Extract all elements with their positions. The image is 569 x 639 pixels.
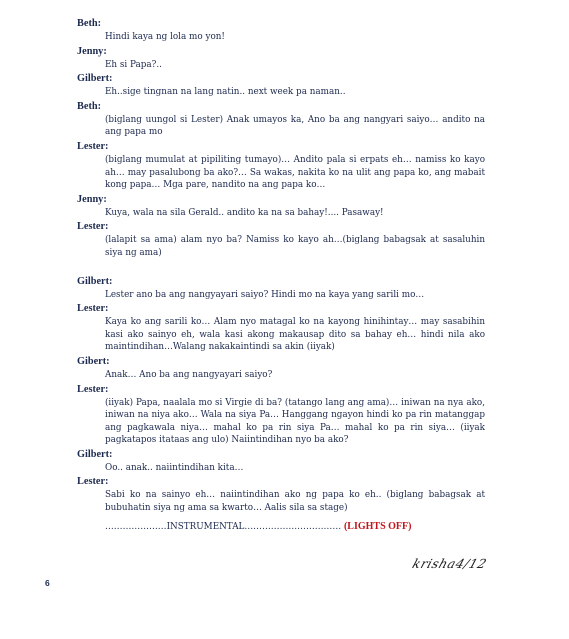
dialogue-line: Eh si Papa?.. [105,59,162,70]
page-number: 6 [45,578,50,588]
dialogue-entry [77,193,485,220]
dialogue-line: (iiyak) Papa, naalala mo si Virgie di ba? (tatango lang ang ama)… iniwan na nya ako, iniwan na niya ako… Wala na siya Pa… Hanggang ngayon hindi ko pa rin matanggap ang pagkawala niya… mahal ko pa rin siya Pa… mahal ko pa rin siya… (iiyak pagkatapos itataas ang ulo) Naiintindihan nyo ba ako? [105,397,485,446]
dialogue-line: (lalapit sa ama) alam nyo ba? Namiss ko kayo ah…(biglang babagsak at sasaluhin siya ng ama) [105,235,485,258]
dialogue-entry [77,448,485,475]
speaker-name: Lester: [77,383,109,395]
dialogue-entry [77,302,485,354]
speaker-name: Lester: [77,303,109,315]
speaker-name: Beth: [77,18,102,29]
lights-off-cue: (LIGHTS OFF) [343,521,412,532]
dialogue-line: Anak… Ano ba ang nangyayari saiyo? [105,369,273,380]
speaker-name: Lester: [77,221,109,233]
dialogue-line: Sabi ko na sainyo eh… naiintindihan ako ng papa ko eh.. (biglang babagsak at bubuhatin siya ng ama sa kwarto… Aalis sila sa stage) [105,490,485,514]
speaker-name: Lester: [77,476,109,488]
speaker-name: Gilbert: [77,73,113,85]
dialogue-line: (biglang mumulat at pipiliting tumayo)… Andito pala si erpats eh… namiss ko kayo ah… may pasalubong ba ako?… Sa wakas, nakita ko na ulit ang papa ko, ang mabait kong papa… Mga pare, nandito na ang papa ko… [105,154,485,191]
dialogue-entry [77,140,485,192]
speaker-name: Beth: [77,100,102,112]
speaker-name: Jenny: [77,45,107,57]
dialogue-line: Kaya ko ang sarili ko… Alam nyo matagal ko na kayong hinihintay… may sasabihin kasi ako sainyo eh, wala kasi akong makausap dito sa bahay eh… hindi nila ako maintindihan…Walang nakakaintindi sa akin (iiyak) [105,317,485,353]
dialogue-entry [77,275,485,302]
dialogue-entry [77,72,485,99]
speaker-name: Gibert: [77,355,110,367]
speaker-name: Gilbert: [77,275,113,287]
speaker-name: Lester: [77,140,109,152]
dialogue-entry [77,45,485,72]
dialogue-line: Eh..sige tingnan na lang natin.. next week pa naman.. [105,87,346,98]
dialogue-line: (biglang uungol si Lester) Anak umayos ka, Ano ba ang nangyari saiyo… andito na ang papa mo [105,114,485,138]
dialogue-entry [77,383,485,447]
dialogue-line: Hindi kaya ng lola mo yon! [105,32,225,42]
speaker-name: Gilbert: [77,448,113,460]
dialogue-line: Lester ano ba ang nangyayari saiyo? Hindi mo na kaya yang sarili mo… [105,289,425,300]
dialogue-line: Kuya, wala na sila Gerald.. andito ka na sa bahay!.... Pasaway! [105,207,384,218]
dialogue-entry [77,475,485,514]
script-dialogue [77,17,485,516]
instrumental-cue [105,520,485,534]
dialogue-entry [77,355,485,382]
dialogue-entry [77,17,485,44]
dialogue-entry [77,220,485,259]
dialogue-line: Oo.. anak.. naiintindihan kita… [105,462,244,473]
handwritten-signature: krisha4/12 [410,556,489,571]
blank-gap [77,261,485,275]
dialogue-entry [77,100,485,139]
speaker-name: Jenny: [77,193,107,205]
instrumental-text: …………………INSTRUMENTAL…………………………… [105,522,342,532]
